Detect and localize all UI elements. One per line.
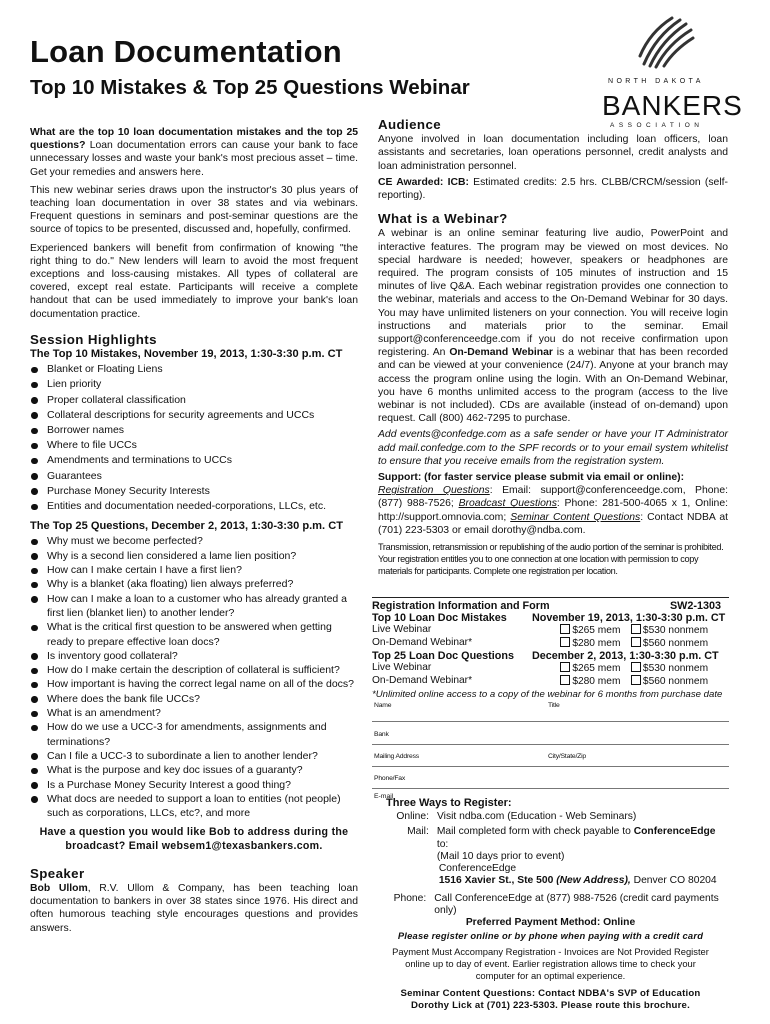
email-field[interactable] <box>372 789 729 809</box>
member-price: $280 mem <box>572 638 621 649</box>
nonmember-checkbox[interactable] <box>631 624 641 634</box>
registration-questions-label: Registration Questions <box>378 485 490 497</box>
mail-city: Denver CO 80204 <box>630 875 717 887</box>
ce-detail: Estimated credits: 2.5 hrs. CLBB/CRCM/session (self-reporting). <box>378 176 728 202</box>
title-label: Title <box>548 702 560 709</box>
list-item: What is the purpose and key doc issues of a guaranty? <box>30 763 358 777</box>
list-item: How can I make certain I have a first lien? <box>30 563 358 577</box>
list-item: Proper collateral classification <box>30 393 358 408</box>
member-price: $265 mem <box>572 625 621 636</box>
mail-label: Mail: <box>407 826 429 838</box>
member-price: $265 mem <box>572 663 621 674</box>
list-item: Why is a blanket (aka floating) lien always preferred? <box>30 577 358 591</box>
mail-address: 1516 Xavier St., Ste 500 <box>438 875 557 887</box>
register-online <box>372 811 729 823</box>
webinar-text-1: A webinar is an online seminar featuring live audio, PowerPoint and interactive features. The program may be viewed on most devices. No special hardware is needed; however, speakers or headphones are required. The program consists of 105 minutes of instruction and 15 minutes of live Q&A. Each webinar registration provides one connection to the webinar, materials and access to the On-Demand Webinar for 30 days. You may have unlimited listeners on your connection. You will receive login instructions and materials prior to the seminar. Email support@conferenceedge.com if you do not receive confirmation upon registering. An <box>378 228 728 359</box>
online-text[interactable]: Visit ndba.com (Education - Web Seminars) <box>437 811 637 822</box>
mailing-address-field[interactable] <box>372 745 729 767</box>
member-price: $280 mem <box>572 676 621 687</box>
nonmember-price: $560 nonmem <box>642 638 709 649</box>
session-name: Top 25 Loan Doc Questions <box>372 650 514 662</box>
page-subtitle: Top 10 Mistakes & Top 25 Questions Webinar <box>30 76 470 99</box>
price-row <box>372 637 729 650</box>
page-title: Loan Documentation <box>30 34 342 69</box>
speaker-heading: Speaker <box>30 865 85 881</box>
benefit-paragraph: Experienced bankers will benefit from confirmation of knowing "the right thing to do." New lenders will learn to avoid the most frequent exceptions and loss-causing mistakes. All types of collateral are covered, except real estate. Participants will receive a complete handout that can be used immediately to improve your bank's loan documentation practice. <box>30 242 358 320</box>
list-item: Entities and documentation needed-corporations, LLCs, etc. <box>30 499 358 514</box>
logo-top-text: NORTH DAKOTA <box>608 78 704 85</box>
session-date: December 2, 2013, 1:30-3:30 p.m. CT <box>532 650 719 662</box>
intro-text: Loan documentation errors can cause your bank to face unnecessary losses and waste your bank's most precious asset – time. Get your remedies and answers here. <box>30 140 358 178</box>
session-name: Top 10 Loan Doc Mistakes <box>372 612 507 624</box>
list-item: Where does the bank file UCCs? <box>30 692 358 706</box>
list-item: What is the critical first question to be answered when getting ready to prepare effective loan docs? <box>30 620 358 649</box>
registration-footnote: *Unlimited online access to a copy of the webinar for 6 months from purchase date <box>372 689 723 700</box>
nonmember-price: $560 nonmem <box>642 676 709 687</box>
intro-paragraph <box>30 126 358 179</box>
list-item: Collateral descriptions for security agreements and UCCs <box>30 408 358 423</box>
broadcast-questions-label: Broadcast Questions <box>458 498 557 510</box>
mail-address-note: (New Address), <box>556 875 631 887</box>
nonmember-checkbox[interactable] <box>631 675 641 685</box>
ways-heading: Three Ways to Register: <box>386 797 512 809</box>
support-heading: Support: (for faster service please submit via email or online): <box>378 472 685 484</box>
registration-questions-text: : Email: support@conferenceedge.com, Phone: (877) 988-7526; <box>378 485 728 510</box>
session-row <box>372 650 729 662</box>
webinar-text-2: is a webinar that has been recorded and can be viewed at your convenience (24/7). Anyone at your branch may access the program online using the login. With an On-Demand Webinar, you have 6 months unlimited access to the program (access to the live webinar is not included). CDs are available (instead of on-demand) upon request. Call (800) 462-7295 to purchase. <box>378 347 728 425</box>
nonmember-price: $530 nonmem <box>642 625 709 636</box>
speaker-bio: , R.V. Ullom & Company, has been teaching loan documentation to bankers in over 38 states since 1976. His direct and often humorous teaching style encourages questions and provides answers. <box>30 883 359 934</box>
list-item: What is an amendment? <box>30 706 358 720</box>
ndba-logo <box>600 12 743 129</box>
list-item: How do I make certain the description of collateral is sufficient? <box>30 663 358 677</box>
ce-bold: CE Awarded: ICB: <box>378 176 469 188</box>
broadcast-questions-text: : Phone: 281-500-4065 x 1, Online: http://support.omnovia.com; <box>378 498 728 523</box>
mail-text-end: to: <box>436 838 449 850</box>
audience-text: Anyone involved in loan documentation including loan officers, loan assistants and secretaries, loan operations personnel, credit analysts and loan administration personnel. <box>378 134 728 172</box>
nonmember-checkbox[interactable] <box>631 662 641 672</box>
ce-text <box>378 176 728 202</box>
left-column <box>30 126 358 940</box>
registration-code: SW2-1303 <box>669 600 721 612</box>
list-item: Purchase Money Security Interests <box>30 484 358 499</box>
bank-label: Bank <box>374 731 389 738</box>
registration-header <box>372 597 729 612</box>
audience-heading: Audience <box>378 117 442 132</box>
mail-payee: ConferenceEdge <box>633 826 716 838</box>
session-highlights-heading: Session Highlights <box>30 331 157 347</box>
city-state-zip-label: City/State/Zip <box>548 753 586 760</box>
email-label: E-mail <box>374 793 394 800</box>
list-item: How do we use a UCC-3 for amendments, assignments and terminations? <box>30 720 358 749</box>
speaker-paragraph <box>30 882 358 935</box>
phone-text: Call ConferenceEdge at (877) 988-7526 (credit card payments only) <box>434 892 719 917</box>
list-item: Is a Purchase Money Security Interest a good thing? <box>30 778 358 792</box>
credit-card-note: Please register online or by phone when paying with a credit card <box>397 930 704 942</box>
price-row <box>372 624 729 637</box>
logo-bottom-text: ASSOCIATION <box>610 122 704 129</box>
name-title-field[interactable] <box>372 701 729 722</box>
payment-note: Payment Must Accompany Registration - Invoices are Not Provided Register online up to day of event. Earlier registration allows time to check your computer for an optimal experience. <box>392 946 709 982</box>
mail-recipient: ConferenceEdge <box>438 863 517 875</box>
support-text <box>378 484 728 537</box>
list-item: Why is a second lien considered a lame lien position? <box>30 549 358 563</box>
phone-fax-field[interactable] <box>372 767 729 789</box>
name-label: Name <box>374 702 392 709</box>
member-checkbox[interactable] <box>560 624 570 634</box>
session-date: November 19, 2013, 1:30-3:30 p.m. CT <box>532 612 726 624</box>
list-item: What docs are needed to support a loan to entities (not people) such as corporations, LLCs, etc?, and more <box>30 792 358 821</box>
webinar-bold: On-Demand Webinar <box>449 347 553 359</box>
list-item: How important is having the correct legal name on all of the docs? <box>30 677 358 691</box>
speaker-name: Bob Ullom <box>30 883 88 895</box>
right-column <box>378 118 728 582</box>
register-phone <box>372 893 729 918</box>
questions-heading: The Top 25 Questions, December 2, 2013, 1:30-3:30 p.m. CT <box>30 520 343 533</box>
list-item: Amendments and terminations to UCCs <box>30 453 358 468</box>
list-item: Blanket or Floating Liens <box>30 362 358 377</box>
registration-heading: Registration Information and Form <box>372 600 550 612</box>
member-checkbox[interactable] <box>560 662 570 672</box>
price-row <box>372 662 729 675</box>
webinar-heading: What is a Webinar? <box>378 211 508 227</box>
session-row <box>372 612 729 624</box>
option-label: On-Demand Webinar* <box>372 637 473 648</box>
question-cta: Have a question you would like Bob to address during the broadcast? Email websem1@texasbankers.com. <box>39 826 349 852</box>
register-mail <box>372 826 729 887</box>
contact-line-2: Dorothy Lick at (701) 223-5303. Please route this brochure. <box>411 1000 690 1012</box>
mail-text: Mail completed form with check payable to <box>436 826 634 838</box>
safe-sender-text: Add events@confedge.com as a safe sender or have your IT Administrator add mail.confedge.com to the SPF records or to your email system whitelist to ensure that you receive emails from the registration system. <box>378 429 728 467</box>
registration-form <box>372 597 729 1012</box>
session-options <box>372 612 729 688</box>
mail-deadline: (Mail 10 days prior to event) <box>436 850 565 862</box>
nonmember-price: $530 nonmem <box>642 663 709 674</box>
option-label: Live Webinar <box>372 624 432 635</box>
intro-bold: What are the top 10 loan documentation mistakes and the top 25 questions? <box>30 127 358 152</box>
seminar-questions-text: : Contact NDBA at (701) 223-5303 or email dorothy@ndba.com. <box>378 511 728 536</box>
swoosh-logo-icon <box>636 12 696 70</box>
list-item: Is inventory good collateral? <box>30 649 358 663</box>
questions-list <box>30 534 358 820</box>
mistakes-heading: The Top 10 Mistakes, November 19, 2013, 1:30-3:30 p.m. CT <box>30 348 343 361</box>
phone-fax-label: Phone/Fax <box>374 775 406 782</box>
list-item: How can I make a loan to a customer who has already granted a first lien (blanket lien) to another lender? <box>30 592 358 621</box>
webinar-text <box>378 227 728 425</box>
list-item: Can I file a UCC-3 to subordinate a lien to another lender? <box>30 749 358 763</box>
mistakes-list <box>30 362 358 514</box>
transmission-text: Transmission, retransmission or republishing of the audio portion of the seminar is prohibited. Your registration entitles you to one connection at one location with permission to copy materials for participants. Complete one registration per location. <box>378 542 724 577</box>
logo-main-text: BANKERS <box>602 90 743 121</box>
preferred-payment: Preferred Payment Method: Online <box>465 917 636 929</box>
contact-line-1: Seminar Content Questions: Contact NDBA's SVP of Education <box>400 988 701 1000</box>
list-item: Borrower names <box>30 423 358 438</box>
member-checkbox[interactable] <box>560 637 570 647</box>
nonmember-checkbox[interactable] <box>631 637 641 647</box>
seminar-questions-label: Seminar Content Questions <box>510 511 641 523</box>
list-item: Guarantees <box>30 469 358 484</box>
member-checkbox[interactable] <box>560 675 570 685</box>
bank-field[interactable] <box>372 722 729 745</box>
phone-label: Phone: <box>393 892 427 904</box>
description-paragraph: This new webinar series draws upon the instructor's 30 plus years of teaching loan documentation in over 38 states and via webinars. Frequent questions in seminars and post-seminar questions are the source of topics to be presented, discussed and, hopefully, confirmed. <box>30 184 358 236</box>
list-item: Where to file UCCs <box>30 438 358 453</box>
mailing-address-label: Mailing Address <box>374 753 419 760</box>
price-row <box>372 675 729 688</box>
list-item: Lien priority <box>30 377 358 392</box>
list-item: Why must we become perfected? <box>30 534 358 548</box>
option-label: On-Demand Webinar* <box>372 675 473 686</box>
option-label: Live Webinar <box>372 662 432 673</box>
online-label: Online: <box>396 811 429 822</box>
